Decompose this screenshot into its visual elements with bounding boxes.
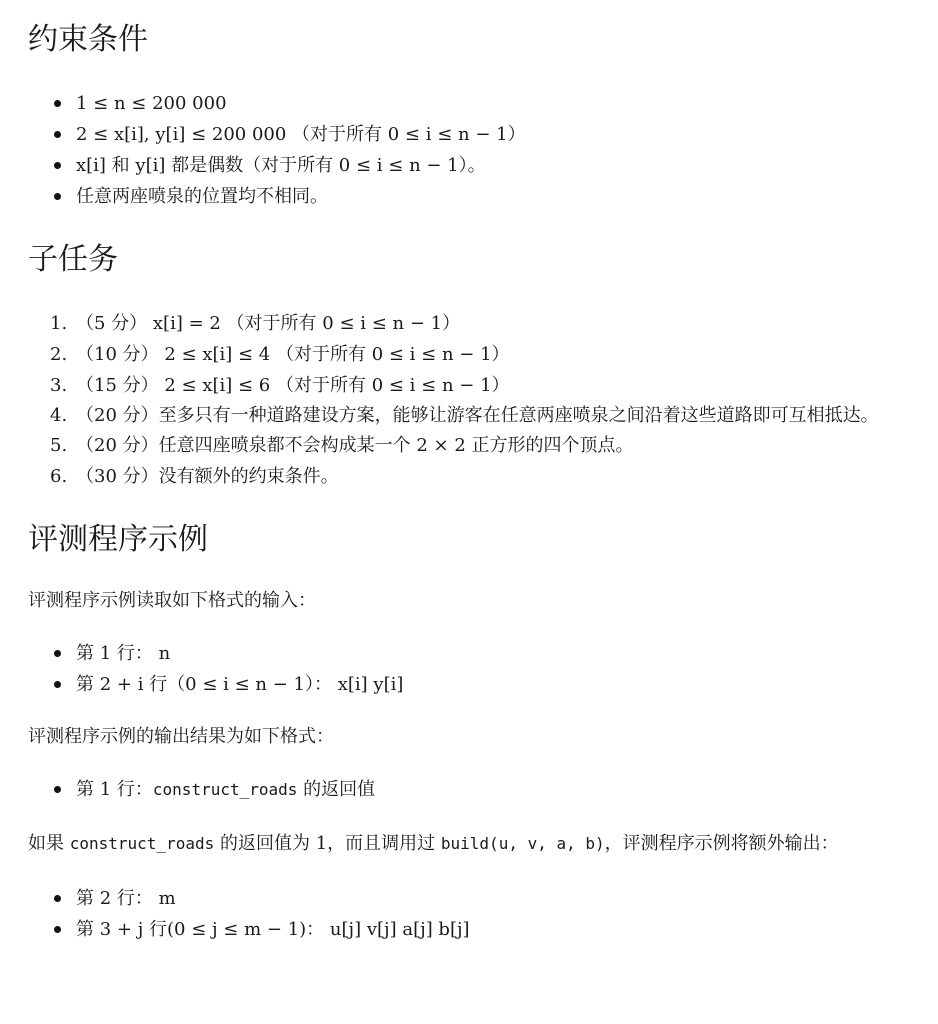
input-format-line: 第 2 + i 行（0 ≤ i ≤ n − 1）： x[i] y[i] [28, 669, 910, 700]
subtask-item [28, 370, 910, 401]
construct-roads-code: construct_roads [152, 780, 298, 799]
extra-text: 的返回值为 1，而且调用过 [219, 833, 436, 854]
constraint-item: 2 ≤ x[i], y[i] ≤ 200 000 （对于所有 0 ≤ i ≤ n − 1） [28, 119, 910, 150]
constraints-heading: 约束条件 [28, 22, 148, 57]
subtask-text: （30 分）没有额外的约束条件。 [76, 466, 339, 487]
subtask-number: 6. [50, 466, 68, 487]
grader-heading: 评测程序示例 [28, 522, 208, 557]
grader-input-intro: 评测程序示例读取如下格式的输入： [28, 590, 316, 611]
extra-text: ，评测程序示例将额外输出： [604, 833, 839, 854]
grader-input-list [28, 638, 910, 700]
build-call-code: build(u, v, a, b) [440, 834, 605, 853]
subtask-number: 1. [50, 313, 68, 334]
extra-text: 如果 [28, 833, 64, 854]
constraint-item: x[i] 和 y[i] 都是偶数（对于所有 0 ≤ i ≤ n − 1）。 [28, 150, 910, 181]
subtask-item [28, 401, 910, 430]
output-line-suffix: 的返回值 [303, 779, 376, 800]
grader-extra-output-paragraph [28, 829, 910, 859]
subtask-number: 3. [50, 375, 68, 396]
subtasks-heading: 子任务 [28, 242, 118, 277]
construct-roads-code: construct_roads [69, 834, 215, 853]
subtask-number: 5. [50, 435, 68, 456]
extra-format-line: 第 3 + j 行(0 ≤ j ≤ m − 1)： u[j] v[j] a[j] b[j] [28, 914, 910, 945]
input-format-line: 第 1 行： n [28, 638, 910, 669]
subtask-text: （15 分） 2 ≤ x[i] ≤ 6 （对于所有 0 ≤ i ≤ n − 1） [76, 375, 510, 396]
subtask-item [28, 339, 910, 370]
subtask-number: 4. [50, 405, 68, 426]
output-format-line [28, 774, 910, 805]
grader-output-list [28, 774, 910, 805]
constraint-item: 1 ≤ n ≤ 200 000 [28, 88, 910, 119]
output-line-prefix: 第 1 行： [76, 779, 153, 800]
grader-output-intro: 评测程序示例的输出结果为如下格式： [28, 726, 334, 747]
subtask-number: 2. [50, 344, 68, 365]
grader-extra-list [28, 883, 910, 945]
extra-format-line: 第 2 行： m [28, 883, 910, 914]
subtask-text: （20 分）任意四座喷泉都不会构成某一个 2 × 2 正方形的四个顶点。 [76, 435, 634, 456]
subtask-item [28, 430, 910, 461]
subtask-text: （5 分） x[i] = 2 （对于所有 0 ≤ i ≤ n − 1） [76, 313, 461, 334]
subtask-text: （10 分） 2 ≤ x[i] ≤ 4 （对于所有 0 ≤ i ≤ n − 1） [76, 344, 510, 365]
subtask-text: （20 分）至多只有一种道路建设方案，能够让游客在任意两座喷泉之间沿着这些道路即可互相抵达。 [76, 405, 879, 426]
constraints-list [28, 88, 910, 212]
subtask-item [28, 308, 910, 339]
constraint-item: 任意两座喷泉的位置均不相同。 [28, 181, 910, 212]
subtasks-list [28, 308, 910, 492]
subtask-item [28, 461, 910, 492]
